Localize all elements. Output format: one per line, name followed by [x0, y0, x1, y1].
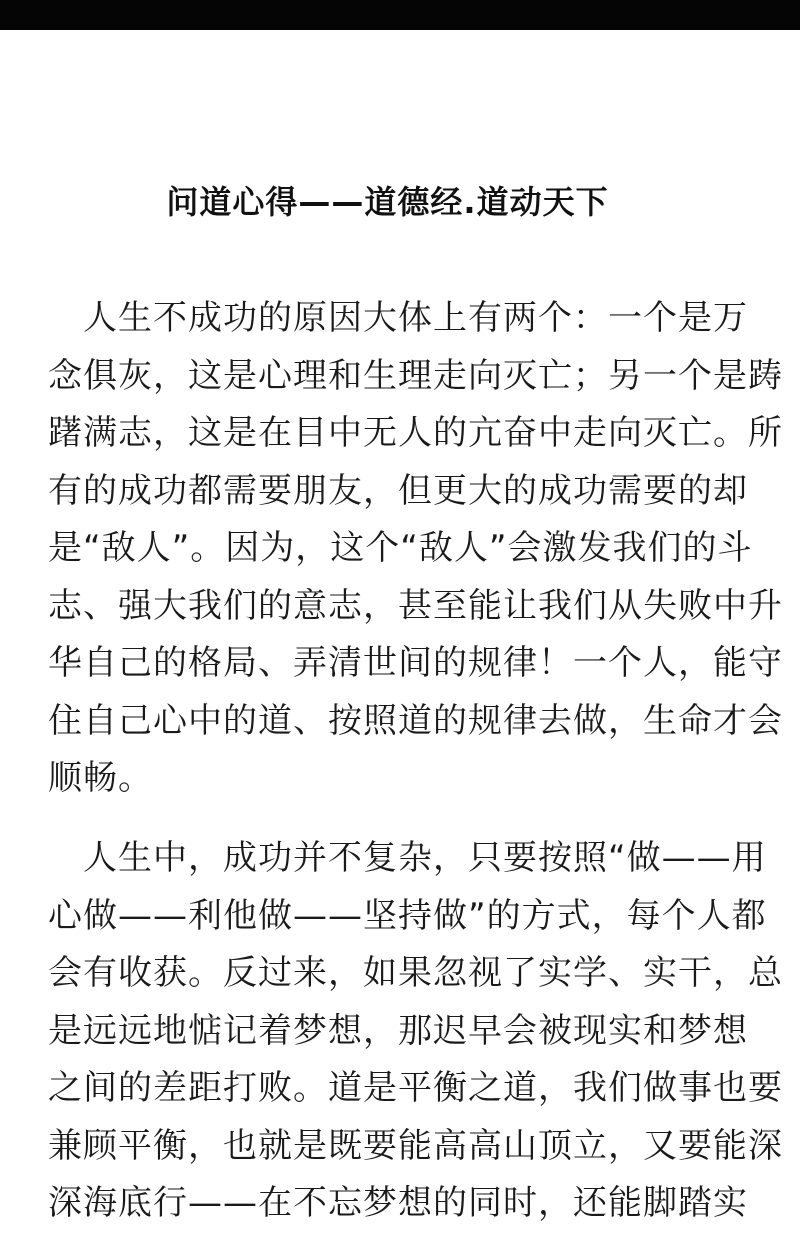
paragraph-line: 念俱灰，这是心理和生理走向灭亡；另一个是踌 — [48, 355, 783, 396]
top-black-bar — [0, 0, 800, 30]
paragraph-1 — [48, 290, 783, 808]
paragraph-line: 人生不成功的原因大体上有两个：一个是万 — [48, 298, 748, 338]
paragraph-line: 会有收获。反过来，如果忽视了实学、实干，总 — [48, 953, 783, 993]
paragraph-line: 深海底行——在不忘梦想的同时，还能脚踏实 — [48, 1183, 748, 1223]
paragraph-line: 人生中，成功并不复杂，只要按照“做——用 — [48, 838, 767, 878]
paragraph-line: 心做——利他做——坚持做”的方式，每个人都 — [48, 895, 767, 936]
paragraph-line: 顺畅。 — [48, 758, 153, 798]
paragraph-2 — [48, 830, 783, 1233]
paragraph-line: 有的成功都需要朋友，但更大的成功需要的却 — [48, 470, 748, 511]
paragraph-line: 兼顾平衡，也就是既要能高高山顶立，又要能深 — [48, 1125, 783, 1166]
article-title: 问道心得——道德经.道动天下 — [166, 183, 609, 221]
paragraph-line: 华自己的格局、弄清世间的规律！一个人，能守 — [48, 643, 783, 683]
paragraph-line: 躇满志，这是在目中无人的亢奋中走向灭亡。所 — [48, 413, 783, 453]
paragraph-line: 之间的差距打败。道是平衡之道，我们做事也要 — [48, 1068, 783, 1108]
paragraph-line: 志、强大我们的意志，甚至能让我们从失败中升 — [48, 585, 783, 626]
paragraph-line: 是远远地惦记着梦想，那迟早会被现实和梦想 — [48, 1010, 748, 1051]
paragraph-line: 住自己心中的道、按照道的规律去做，生命才会 — [48, 700, 783, 741]
paragraph-line: 是“敌人”。因为，这个“敌人”会激发我们的斗 — [48, 528, 753, 568]
